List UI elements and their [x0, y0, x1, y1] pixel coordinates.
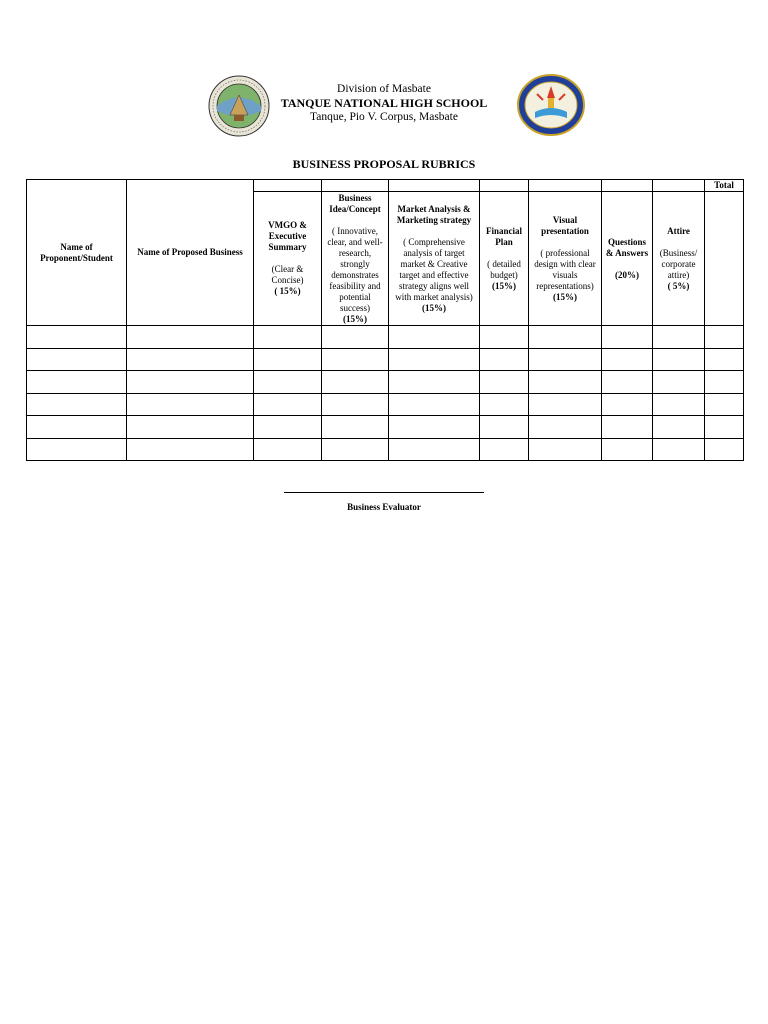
criterion-desc: ( detailed budget) — [487, 258, 521, 280]
blank-cell — [480, 180, 529, 192]
table-cell[interactable] — [27, 348, 127, 371]
table-cell[interactable] — [127, 326, 254, 349]
table-cell[interactable] — [705, 416, 744, 439]
signature-line — [284, 492, 484, 493]
school-name: TANQUE NATIONAL HIGH SCHOOL — [280, 96, 488, 110]
table-cell[interactable] — [27, 326, 127, 349]
table-cell[interactable] — [389, 438, 480, 461]
criterion-market-analysis — [389, 192, 480, 326]
table-cell[interactable] — [653, 393, 705, 416]
table-cell[interactable] — [127, 393, 254, 416]
table-cell[interactable] — [705, 371, 744, 394]
table-cell[interactable] — [322, 371, 389, 394]
table-cell[interactable] — [389, 416, 480, 439]
header-name-proponent: Name of Proponent/Student — [27, 180, 127, 326]
criterion-weight: (20%) — [615, 269, 639, 280]
criterion-visual-presentation — [529, 192, 602, 326]
school-address: Tanque, Pio V. Corpus, Masbate — [310, 111, 458, 123]
blank-cell — [653, 180, 705, 192]
table-cell[interactable] — [322, 393, 389, 416]
criterion-desc: (Clear & Concise) — [271, 264, 304, 285]
table-cell[interactable] — [529, 393, 602, 416]
table-cell[interactable] — [389, 348, 480, 371]
table-cell[interactable] — [254, 348, 322, 371]
table-cell[interactable] — [705, 438, 744, 461]
table-row — [27, 326, 744, 349]
table-cell[interactable] — [602, 348, 653, 371]
table-cell[interactable] — [602, 416, 653, 439]
table-cell[interactable] — [254, 393, 322, 416]
criterion-title: Market Analysis & Marketing strategy — [396, 203, 472, 225]
table-cell[interactable] — [705, 348, 744, 371]
table-row — [27, 416, 744, 439]
table-cell[interactable] — [254, 416, 322, 439]
criterion-weight: (15%) — [553, 291, 577, 302]
table-cell[interactable] — [27, 393, 127, 416]
table-cell[interactable] — [254, 438, 322, 461]
table-cell[interactable] — [322, 326, 389, 349]
table-cell[interactable] — [653, 438, 705, 461]
table-cell[interactable] — [127, 438, 254, 461]
table-cell[interactable] — [602, 326, 653, 349]
table-cell[interactable] — [602, 371, 653, 394]
table-cell[interactable] — [480, 438, 529, 461]
table-cell[interactable] — [254, 371, 322, 394]
table-cell[interactable] — [127, 348, 254, 371]
table-cell[interactable] — [705, 393, 744, 416]
criterion-title: Questions & Answers — [605, 236, 649, 258]
table-cell[interactable] — [653, 371, 705, 394]
table-cell[interactable] — [529, 438, 602, 461]
criterion-weight: ( 15%) — [274, 286, 301, 296]
table-cell[interactable] — [653, 326, 705, 349]
criterion-title: Attire — [667, 225, 690, 236]
header-proposed-business: Name of Proposed Business — [127, 180, 254, 326]
table-row — [27, 438, 744, 461]
table-cell[interactable] — [322, 438, 389, 461]
criterion-title: Business Idea/Concept — [329, 192, 381, 214]
table-cell[interactable] — [529, 416, 602, 439]
total-cell — [705, 192, 744, 326]
table-cell[interactable] — [705, 326, 744, 349]
division-name: Division of Masbate — [337, 83, 431, 95]
table-cell[interactable] — [127, 371, 254, 394]
table-cell[interactable] — [653, 416, 705, 439]
criterion-vmgo — [254, 192, 322, 326]
deped-seal-logo — [208, 75, 270, 137]
table-cell[interactable] — [602, 393, 653, 416]
table-cell[interactable] — [529, 348, 602, 371]
table-row — [27, 348, 744, 371]
table-cell[interactable] — [602, 438, 653, 461]
blank-cell — [602, 180, 653, 192]
table-cell[interactable] — [27, 438, 127, 461]
criterion-weight: (15%) — [492, 280, 516, 291]
table-cell[interactable] — [480, 393, 529, 416]
table-cell[interactable] — [529, 371, 602, 394]
table-cell[interactable] — [389, 326, 480, 349]
blank-cell — [254, 180, 322, 192]
table-cell[interactable] — [480, 326, 529, 349]
table-cell[interactable] — [254, 326, 322, 349]
criterion-desc: ( professional design with clear visuals representations) — [534, 247, 596, 291]
table-cell[interactable] — [480, 416, 529, 439]
table-cell[interactable] — [127, 416, 254, 439]
table-top-row — [27, 180, 744, 192]
table-cell[interactable] — [389, 393, 480, 416]
blank-cell — [322, 180, 389, 192]
header-total: Total — [705, 180, 744, 192]
criterion-financial-plan — [480, 192, 529, 326]
table-cell[interactable] — [27, 416, 127, 439]
criterion-desc: (Business/ corporate attire) — [659, 247, 698, 280]
page-title: BUSINESS PROPOSAL RUBRICS — [292, 157, 476, 171]
criterion-attire — [653, 192, 705, 326]
blank-cell — [389, 180, 480, 192]
table-row — [27, 393, 744, 416]
table-cell[interactable] — [322, 416, 389, 439]
criterion-title: VMGO & Executive Summary — [268, 220, 307, 252]
school-seal-logo — [517, 74, 585, 136]
criterion-title: Visual presentation — [541, 214, 589, 236]
criterion-weight: (15%) — [343, 313, 367, 324]
criterion-title: Financial Plan — [485, 225, 522, 247]
table-cell[interactable] — [480, 371, 529, 394]
criterion-desc: ( Innovative, clear, and well-research, strongly demonstrates feasibility and potential success) — [327, 225, 383, 313]
criterion-desc: ( Comprehensive analysis of target market & Creative target and effective strategy aligns well with market analysis) — [395, 236, 473, 302]
school-header — [270, 82, 498, 124]
signature-label: Business Evaluator — [347, 502, 421, 512]
table-cell[interactable] — [322, 348, 389, 371]
table-cell[interactable] — [27, 371, 127, 394]
criterion-weight: ( 5%) — [667, 280, 690, 291]
rubric-table — [26, 179, 744, 461]
table-row — [27, 371, 744, 394]
blank-cell — [529, 180, 602, 192]
criterion-questions-answers — [602, 192, 653, 326]
table-cell[interactable] — [480, 348, 529, 371]
criterion-weight: (15%) — [422, 302, 446, 313]
criterion-business-idea — [322, 192, 389, 326]
table-cell[interactable] — [653, 348, 705, 371]
table-cell[interactable] — [389, 371, 480, 394]
table-cell[interactable] — [529, 326, 602, 349]
